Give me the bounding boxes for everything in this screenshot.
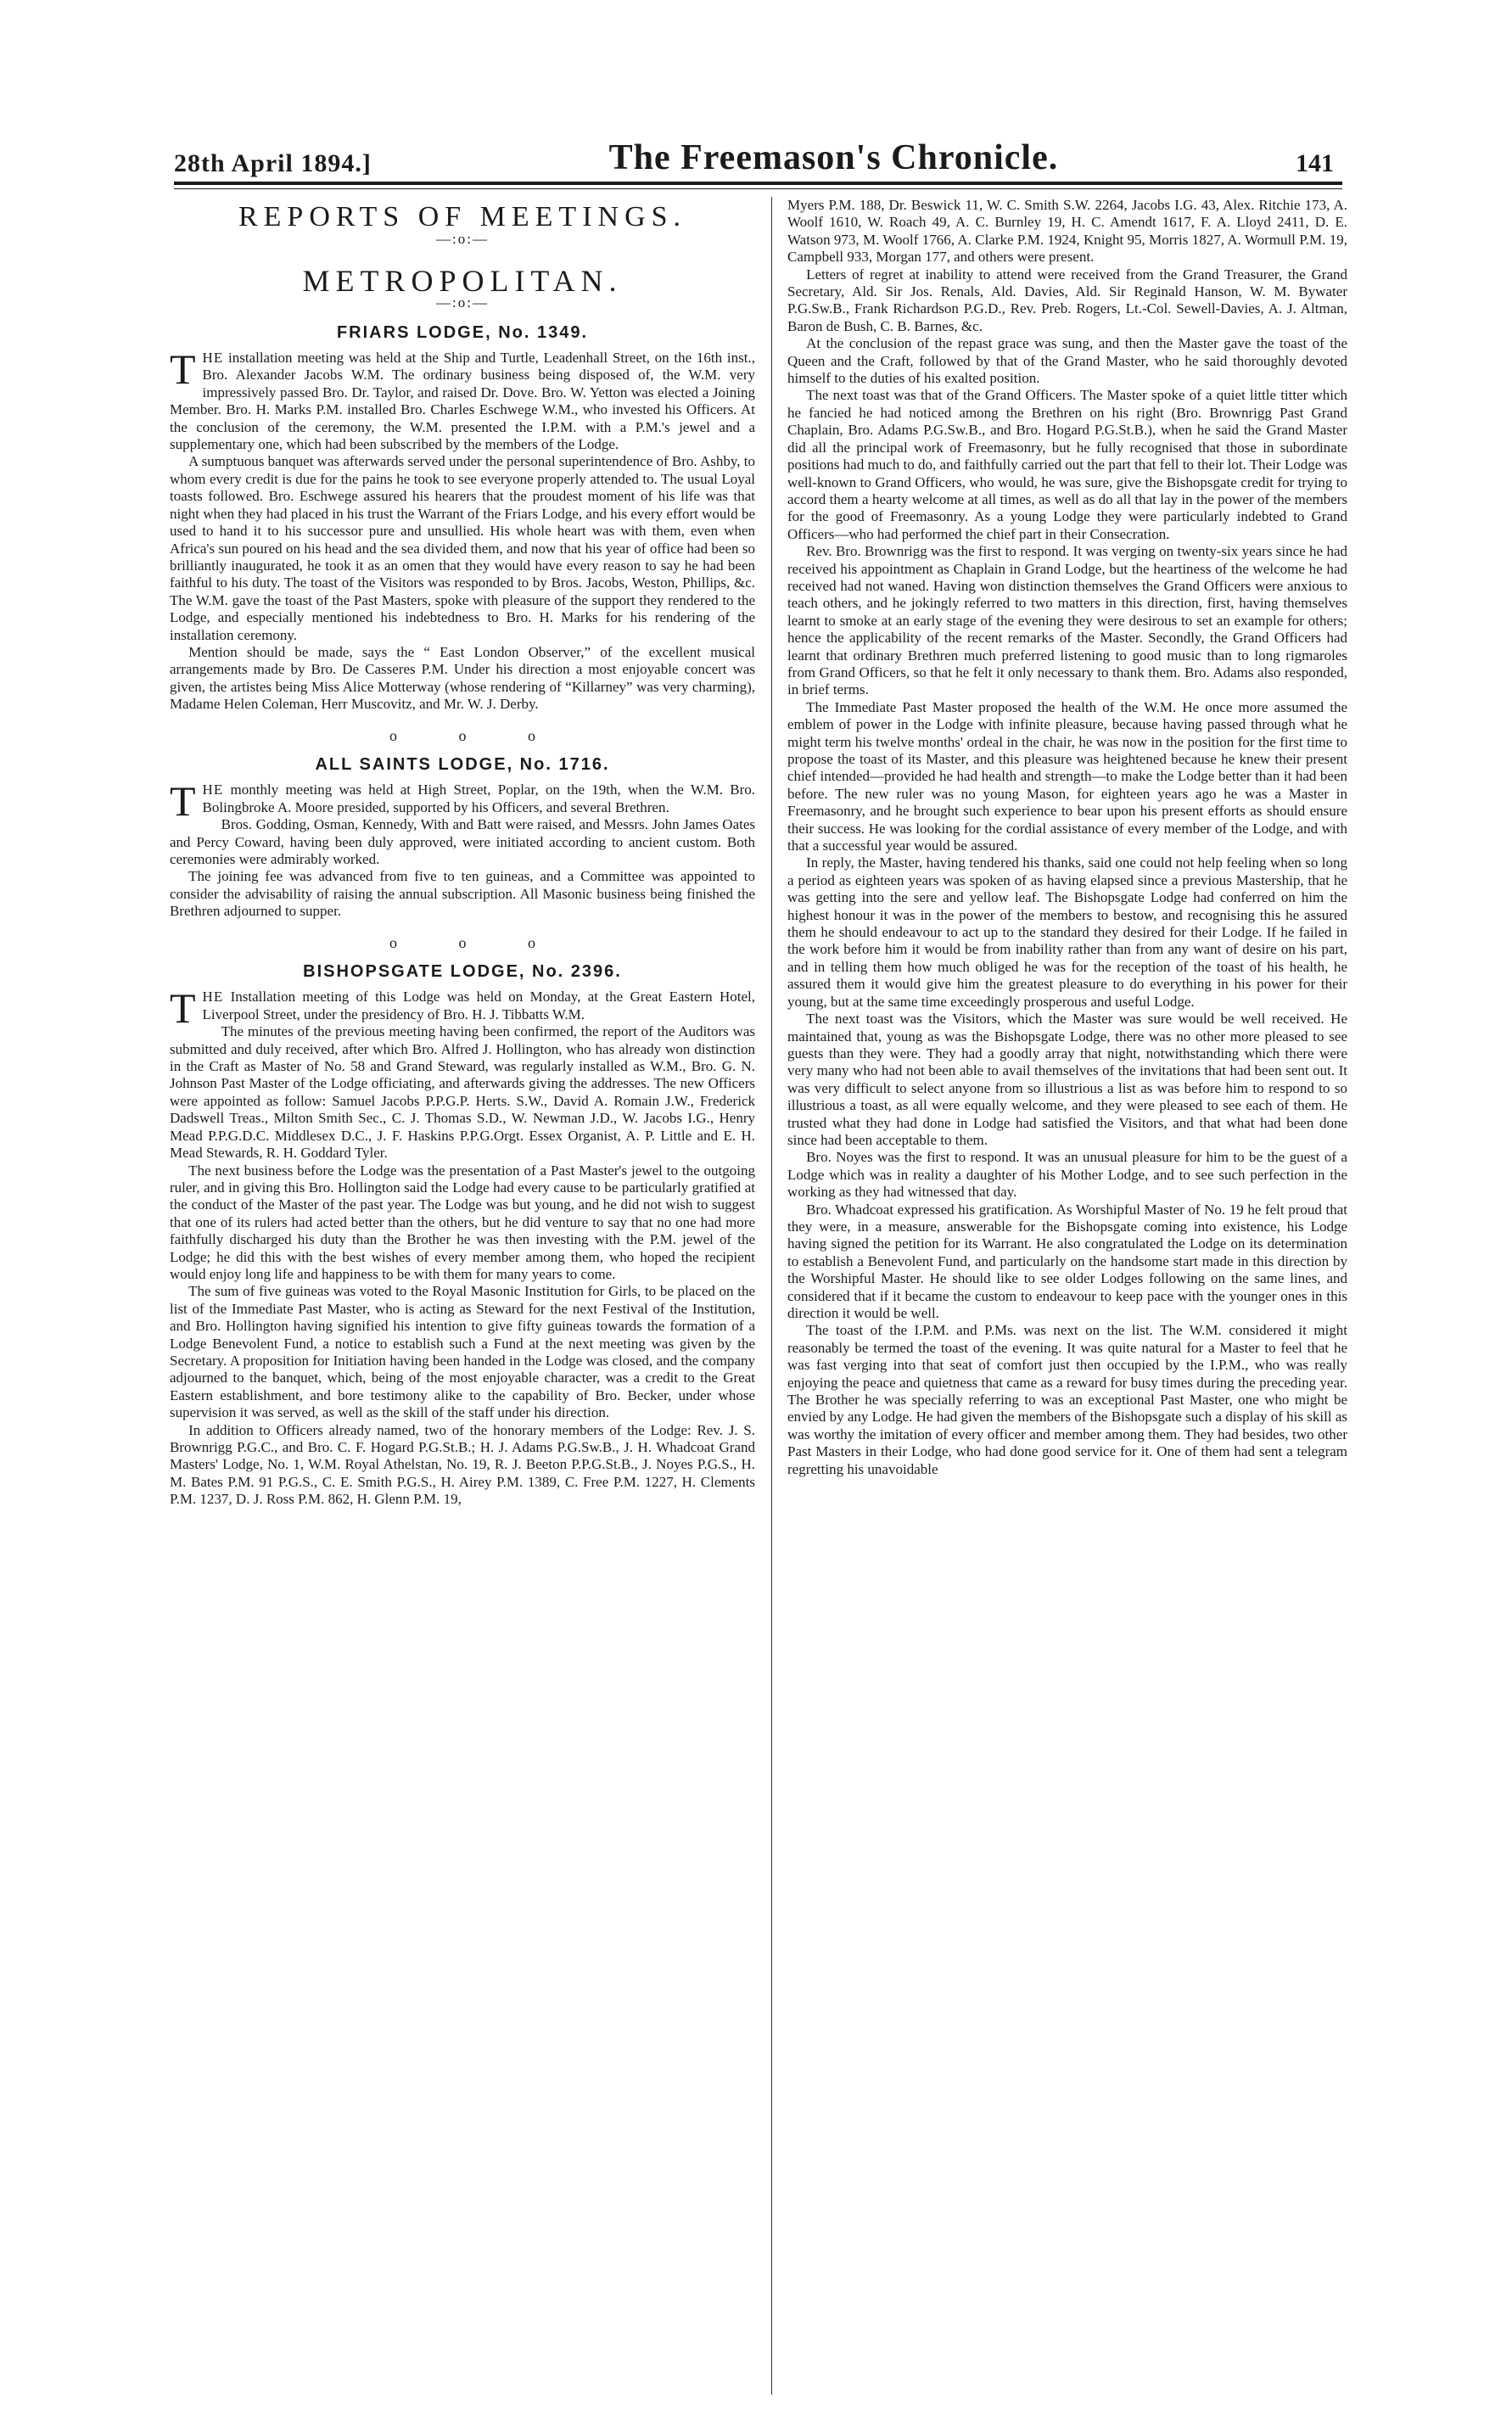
all-saints-lodge-heading: ALL SAINTS LODGE, No. 1716. bbox=[315, 754, 610, 774]
article-paragraph: Bro. Noyes was the first to respond. It was an unusual pleasure for him to be the guest of a Lodge which was in reality a daughter of his Mother Lodge, and to see such perfection in the working as they had witnessed that day. bbox=[787, 1149, 1347, 1201]
drop-cap: T bbox=[170, 345, 196, 394]
article-paragraph: Bro. Whadcoat expressed his gratification. As Worshipful Master of No. 19 he felt proud that they were, in a measure, answerable for the Bishopsgate coming into existence, his Lodge having signed the petition for its Warrant. He also congratulated the Lodge on its determination to establish a Benevolent Fund, and particularly on the handsome start made in this direction by the Worshipful Master. He should like to see older Lodges following on the same lines, and considered that if it became the custom to endeavour to keep pace with the younger ones in this direction it would be well. bbox=[787, 1201, 1347, 1321]
header-rule-thick bbox=[174, 182, 1342, 185]
bishopsgate-paragraph: The next business before the Lodge was the presentation of a Past Master's jewel to the outgoing ruler, and in giving this Bro. Hollington said the Lodge had every cause to be particularly gratified at the conduct of the Master of the past year. The Lodge was but young, and he did not wish to suggest that one of its rulers had acted better than the others, but he did venture to say that no one had more faithfully discharged his duty than the Brother he was then investing with the P.M. jewel of the Lodge; he did this with the best wishes of every member among them, who hoped the recipient would enjoy long life and happiness to be with them for many years to come. bbox=[170, 1162, 755, 1282]
bishopsgate-paragraph: The sum of five guineas was voted to the Royal Masonic Institution for Girls, to be placed on the list of the Immediate Past Master, who is acting as Steward for the next Festival of the Institution, and Bro. Hollington having signified his intention to give fifty guineas towards the formation of a Lodge Benevolent Fund, a notice to establish such a Fund at the next meeting was given by the Secretary. A proposition for Initiation having been handed in the Lodge was closed, and the company adjourned to the banquet, which, being of the most enjoyable character, was a credit to the Great Eastern establishment, and bore testimony alike to the capability of Bro. Becker, under whose supervision it was served, as well as the skill of the staff under his direction. bbox=[170, 1283, 755, 1421]
section-title: REPORTS OF MEETINGS. bbox=[238, 201, 687, 232]
left-column bbox=[170, 197, 755, 2395]
drop-cap: T bbox=[170, 777, 196, 826]
drop-cap: T bbox=[170, 984, 196, 1033]
article-paragraph: In reply, the Master, having tendered his thanks, said one could not help feeling when so long a period as eighteen years was spoken of as having elapsed since a previous Mastership, that he was getting into the sere and yellow leaf. The Bishopsgate Lodge had conferred on him the highest honour it was in the power of the members to bestow, and recognising this he assured them he should endeavour to act up to the standard they desired for their Lodge. If he failed in the work before him it would be from inability rather than from any want of desire on his part, and in telling them how much obliged he was for the reception of the toast of his health, he assured them it would give him the greatest pleasure to do everything in his power for their young, but at the same time exceedingly prosperous and useful Lodge. bbox=[787, 854, 1347, 1010]
issue-date: 28th April 1894.] bbox=[174, 149, 372, 177]
article-paragraph: The toast of the I.P.M. and P.Ms. was next on the list. The W.M. considered it might reasonably be termed the toast of the evening. It was quite natural for a Master to feel that he was fast verging into that seat of comfort just then occupied by the I.P.M., who was really enjoying the peace and quietness that came as a reward for busy times during the preceding year. The Brother he was specially referring to was an exceptional Past Master, one who might be envied by any Lodge. He had given the members of the Bishopsgate such a display of his skill as was worthy the imitation of every officer and member among them. They had besides, two other Past Masters in their Lodge, who had done good service for it. One of them had sent a telegram regretting his unavoidable bbox=[787, 1322, 1347, 1477]
paragraph-text: Installation meeting of this Lodge was held on Monday, at the Great Eastern Hotel, Liverpool Street, under the presidency of Bro. H. J. Tibbatts W.M. bbox=[202, 989, 755, 1022]
right-column bbox=[787, 197, 1347, 2395]
header-rule-thin bbox=[174, 188, 1342, 189]
bishopsgate-paragraph: The minutes of the previous meeting having been confirmed, the report of the Auditors was submitted and duly received, after which Bro. Alfred J. Hollington, who has already won distinction in the Craft as Master of No. 58 and Grand Steward, was regularly installed as W.M., Bro. G. N. Johnson Past Master of the Lodge officiating, and afterwards giving the addresses. The new Officers were appointed as follow: Samuel Jacobs P.P.G.P. Herts. S.W., David A. Romain J.W., Frederick Dadswell Treas., Milton Smith Sec., C. J. Thomas S.D., W. Newman J.D., W. Jacobs I.G., Henry Mead P.P.G.D.C. Middlesex D.C., J. F. Haskins P.P.G.Orgt. Essex Organist, A. P. Little and E. H. Mead Stewards, R. H. Goddard Tyler. bbox=[170, 1023, 755, 1162]
all-saints-paragraph: The joining fee was advanced from five to ten guineas, and a Committee was appointed to consider the advisability of raising the annual subscription. All Masonic business being finished the Brethren adjourned to supper. bbox=[170, 868, 755, 920]
column-divider bbox=[771, 197, 772, 2395]
lead-word: HE bbox=[202, 989, 224, 1005]
article-paragraph: The Immediate Past Master proposed the health of the W.M. He once more assumed the emblem of power in the Lodge with infinite pleasure, because having passed through what he might term his twelve months' ordeal in the chair, he was now in the position for the first time to propose the toast of its Master, and this pleasure was heightened because he knew their present chief intended—provided he had health and strength—to make the Lodge better than it had been before. The new ruler was no young Mason, for eighteen years ago he was a Master in Freemasonry, and he brought such experience to bear upon his present efforts as should ensure their success. He was looking for the cordial assistance of every member of the Lodge, and with that a successful year would be assured. bbox=[787, 698, 1347, 854]
article-paragraph: The next toast was the Visitors, which the Master was sure would be well received. He maintained that, young as was the Bishopsgate Lodge, there was no other more pleased to see guests than they were. They had a goodly array that night, notwithstanding which there were very many who had not been able to avail themselves of the invitations that had been sent out. It was very difficult to select anyone from so illustrious a list as was before him to respond to so illustrious a toast, as all were equally welcome, and they were pleased to see each of them. He trusted what they had done in Lodge had satisfied the Visitors, and that what had been done since had been acceptable to them. bbox=[787, 1011, 1347, 1148]
continued-paragraph: Myers P.M. 188, Dr. Beswick 11, W. C. Smith S.W. 2264, Jacobs I.G. 43, Alex. Ritchie 173, A. Woolf 1610, W. Roach 49, A. C. Burnley 19, H. C. Amendt 1617, F. A. Lloyd 2411, D. E. Watson 973, M. Woolf 1766, A. Clarke P.M. 1924, Knight 95, Morris 1827, A. Wormull P.M. 19, Campbell 933, Morgan 177, and others were present. bbox=[787, 197, 1347, 266]
section-ornament: o o o bbox=[389, 933, 564, 951]
separator: —:o:— bbox=[436, 294, 489, 311]
friars-paragraph bbox=[170, 345, 755, 453]
publication-title: The Freemason's Chronicle. bbox=[608, 138, 1059, 177]
article-paragraph: At the conclusion of the repast grace was sung, and then the Master gave the toast of the Queen and the Craft, followed by that of the Grand Master, who he said thoroughly devoted himself to the duties of his exalted position. bbox=[787, 335, 1347, 387]
friars-paragraph: A sumptuous banquet was afterwards served under the personal superintendence of Bro. Ashby, to whom every credit is due for the pains he took to see everyone properly attended to. The usual Loyal toasts followed. Bro. Eschwege assured his hearers that the proudest moment of his life was that night when they had placed in his trust the Warrant of the Friars Lodge, and his every effort would be used to hand it to his successor pure and unsullied. His whole heart was with them, even when Africa's sun poured on his head and the sea divided them, and now that his year of office had been so brilliantly inaugurated, he took it as an omen that they would have every reason to say he had been faithful to his duty. The toast of the Visitors was responded to by Bros. Jacobs, Weston, Phillips, &c. The W.M. gave the toast of the Past Masters, spoke with pleasure of the support they rendered to the Lodge, and especially mentioned his indebtedness to Bro. H. Marks for his rendering of the installation ceremony. bbox=[170, 453, 755, 643]
all-saints-paragraph: Bros. Godding, Osman, Kennedy, With and Batt were raised, and Messrs. John James Oates and Percy Coward, having been duly approved, were initiated according to ancient custom. Both ceremonies were admirably worked. bbox=[170, 816, 755, 867]
running-header bbox=[174, 127, 1334, 178]
lead-word: HE bbox=[202, 350, 224, 367]
article-paragraph: The next toast was that of the Grand Officers. The Master spoke of a quiet little titter which he fancied he had noticed among the Brethren on his right (Bro. Brownrigg Past Grand Chaplain, Bro. Adams P.G.Sw.B., and Bro. Hogard P.G.St.B.), when he said the Grand Master did all the principal work of Freemasonry, but he fully recognised that those in subordinate positions had much to do, and faithfully carried out the part that fell to their lot. Their Lodge was well-known to Grand Officers, who would, he was sure, give the Bishopsgate credit for trying to accord them a hearty welcome at all times, as well as do all that lay in the power of the members for the good of Freemasonry. As a young Lodge they were particularly indebted to Grand Officers—who had performed the chief part in their Consecration. bbox=[787, 387, 1347, 542]
friars-paragraph: Mention should be made, says the “ East London Observer,” of the excellent musical arrangements made by Bro. De Casseres P.M. Under his direction a most enjoyable concert was given, the artistes being Miss Alice Motterway (whose rendering of “Killarney” was very charming), Madame Helen Coleman, Herr Muscovitz, and Mr. W. J. Derby. bbox=[170, 643, 755, 713]
all-saints-paragraph bbox=[170, 777, 755, 826]
paragraph-text: monthly meeting was held at High Street, Poplar, on the 19th, when the W.M. Bro. Bolingbroke A. Moore presided, supported by his Officers, and several Brethren. bbox=[202, 781, 755, 815]
section-ornament: o o o bbox=[389, 726, 564, 744]
article-paragraph: Letters of regret at inability to attend were received from the Grand Treasurer, the Grand Secretary, Ald. Sir Jos. Renals, Ald. Davies, Ald. Sir Reginald Hanson, W. M. Bywater P.G.Sw.B., Frank Richardson P.G.D., Rev. Preb. Rogers, Lt.-Col. Sewell-Davies, A. J. Altman, Baron de Bush, C. B. Barnes, &c. bbox=[787, 266, 1347, 334]
separator: —:o:— bbox=[436, 231, 489, 248]
bishopsgate-paragraph: In addition to Officers already named, two of the honorary members of the Lodge: Rev. J. S. Brownrigg P.G.C., and Bro. C. F. Hogard P.G.St.B.; H. J. Adams P.G.Sw.B., J. H. Whadcoat Grand Masters' Lodge, No. 1, W.M. Royal Athelstan, No. 19, R. J. Beeton P.P.G.St.B., J. Noyes P.G.S., H. M. Bates P.M. 91 P.G.S., C. E. Smith P.G.S., H. Airey P.M. 1389, C. Free P.M. 1227, H. Clements P.M. 1237, D. J. Ross P.M. 862, H. Glenn P.M. 19, bbox=[170, 1421, 755, 1508]
friars-lodge-heading: FRIARS LODGE, No. 1349. bbox=[336, 322, 589, 342]
subsection-title: METROPOLITAN. bbox=[302, 263, 623, 298]
lead-word: HE bbox=[202, 781, 224, 798]
article-paragraph: Rev. Bro. Brownrigg was the first to respond. It was verging on twenty-six years since he had received his appointment as Chaplain in Grand Lodge, but the heartiness of the welcome he had received had not waned. Having won distinction themselves the Grand Officers were anxious to teach others, and he jokingly referred to two matters in this direction, first, having themselves learnt to smoke at an early stage of the evening they were desirous to set an example for others; hence the applicability of the recent remarks of the Master. Secondly, the Grand Officers had learnt that ordinary Brethren much preferred listening to good music than to long rigmaroles from Grand Officers, so that he felt it only necessary to thank them. Bro. Adams also responded, in brief terms. bbox=[787, 543, 1347, 698]
paragraph-text: installation meeting was held at the Ship and Turtle, Leadenhall Street, on the 16th inst., Bro. Alexander Jacobs W.M. The ordinary business being disposed of, the W.M. very impressively passed Bro. Dr. Taylor, and raised Dr. Dove. Bro. W. Yetton was elected a Joining Member. Bro. H. Marks P.M. installed Bro. Charles Eschwege W.M., who invested his Officers. At the conclusion of the ceremony, the W.M. presented the I.P.M. with a P.M.'s jewel and a supplementary one, which had been subscribed by the members of the Lodge. bbox=[170, 350, 755, 453]
page-number: 141 bbox=[1295, 149, 1334, 177]
bishopsgate-paragraph bbox=[170, 984, 755, 1033]
bishopsgate-lodge-heading: BISHOPSGATE LODGE, No. 2396. bbox=[303, 962, 622, 982]
